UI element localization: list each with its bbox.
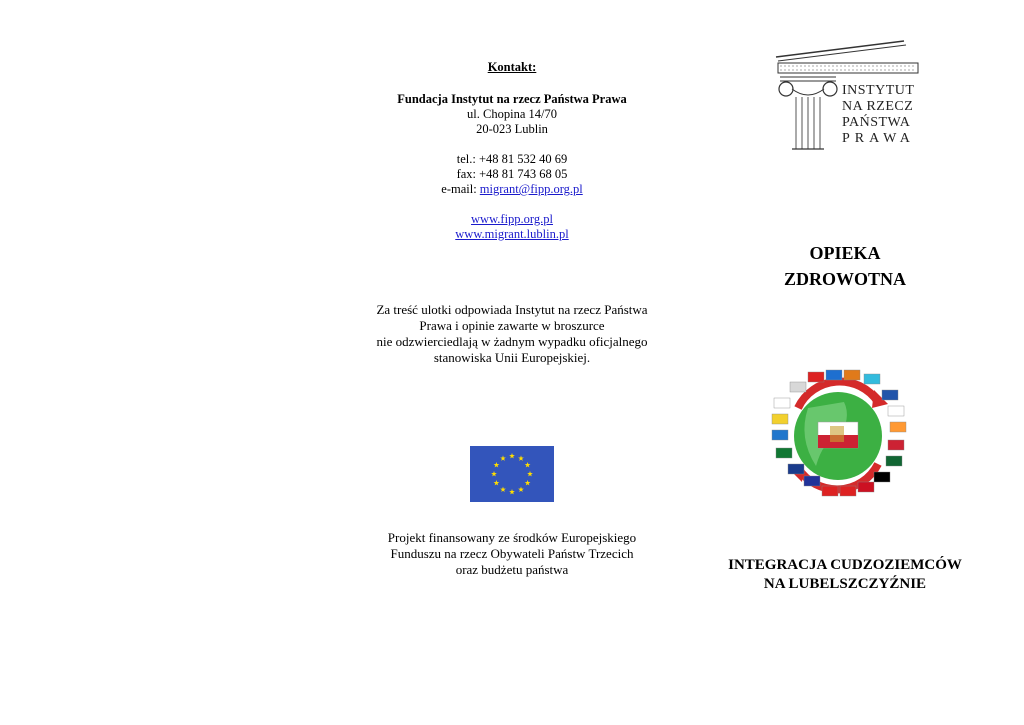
title-line: OPIEKA <box>809 243 881 263</box>
logo-line: NA RZECZ <box>842 99 914 114</box>
email-label: e-mail: <box>441 182 480 196</box>
subtitle-line: INTEGRACJA CUDZOZIEMCÓW <box>728 557 962 573</box>
disclaimer-text <box>360 302 664 366</box>
funding-line: Funduszu na rzecz Obywateli Państw Trzecich <box>390 546 634 561</box>
fax-number: fax: +48 81 743 68 05 <box>456 167 568 181</box>
project-title <box>700 556 990 594</box>
logo-line: INSTYTUT <box>842 83 915 98</box>
disclaimer-line: Za treść ulotki odpowiada Instytut na rzecz Państwa <box>376 302 648 317</box>
organization-name: Fundacja Instytut na rzecz Państwa Prawa <box>397 92 627 106</box>
phone-number: tel.: +48 81 532 40 69 <box>456 152 568 166</box>
subtitle-line: NA LUBELSZCZYŹNIE <box>763 576 927 592</box>
logo-line: PRAWA <box>842 131 915 146</box>
globe-flags-icon <box>768 368 908 504</box>
logo-text <box>842 83 915 147</box>
email-line <box>360 182 664 197</box>
contact-heading: Kontakt: <box>487 60 537 74</box>
website-link-fipp[interactable]: www.fipp.org.pl <box>471 212 553 226</box>
email-link[interactable]: migrant@fipp.org.pl <box>479 182 583 196</box>
title-line: ZDROWOTNA <box>783 269 906 289</box>
funding-text <box>360 530 664 578</box>
logo-line: PAŃSTWA <box>842 115 911 130</box>
eu-flag-icon <box>470 446 554 502</box>
funding-line: Projekt finansowany ze środków Europejskiego <box>387 530 637 545</box>
contact-section <box>360 60 664 242</box>
disclaimer-line: Prawa i opinie zawarte w broszurce <box>419 318 605 333</box>
website-link-migrant[interactable]: www.migrant.lublin.pl <box>455 227 569 241</box>
brochure-title <box>760 240 930 292</box>
city-address: 20-023 Lublin <box>476 122 548 136</box>
disclaimer-line: nie odzwierciedlają w żadnym wypadku oficjalnego <box>376 334 648 349</box>
disclaimer-line: stanowiska Unii Europejskiej. <box>433 350 591 365</box>
street-address: ul. Chopina 14/70 <box>467 107 557 121</box>
funding-line: oraz budżetu państwa <box>455 562 569 577</box>
